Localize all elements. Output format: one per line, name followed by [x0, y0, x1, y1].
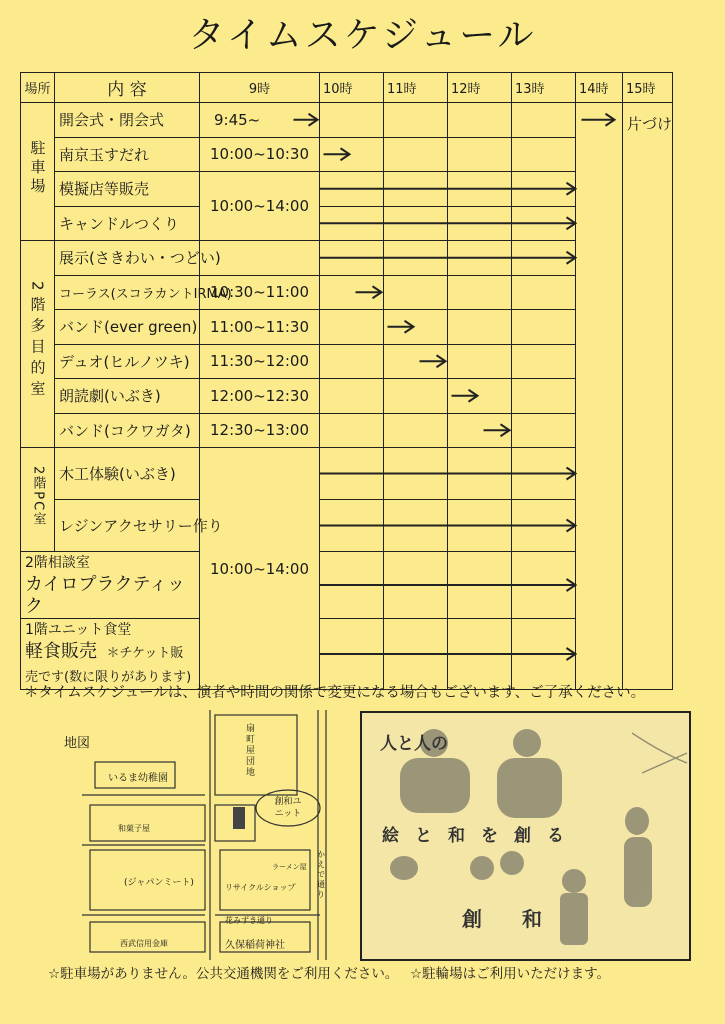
illustration-text-2: 絵と和を創る [382, 826, 580, 846]
cleanup-cell [623, 103, 673, 690]
table-row [21, 344, 673, 379]
table-row [21, 103, 673, 138]
event-name: 朗読劇(いぶき) [55, 379, 200, 414]
location-label: 2階相談室 [25, 555, 90, 571]
location-parking [21, 103, 55, 241]
access-map [20, 710, 340, 960]
illustration-text-3: 創和 [462, 907, 582, 931]
header-hour-11: 11時 [384, 73, 448, 103]
parking-note: ☆駐車場がありません。公共交通機関をご利用ください。 [48, 966, 399, 982]
location-label: 駐車場 [28, 140, 47, 197]
map-label-danchi: 扇町屋団地 [246, 724, 256, 778]
event-time: 10:00~14:00 [200, 448, 320, 690]
table-row [21, 172, 673, 207]
map-label-recycle: リサイクルショップ [225, 883, 296, 892]
header-row [21, 73, 673, 103]
event-name: カイロプラクティック [25, 574, 186, 617]
header-hour-14: 14時 [576, 73, 623, 103]
event-time: 11:30~12:00 [200, 344, 320, 379]
table-row [21, 137, 673, 172]
bicycle-note: ☆駐輪場はご利用いただけます。 [410, 966, 611, 982]
map-label-sweets: 和菓子屋 [118, 824, 150, 833]
event-time: 9:45~ [200, 103, 320, 138]
location-shokudo [21, 619, 200, 690]
event-name: レジンアクセサリー作り [55, 500, 200, 552]
event-name: 木工体験(いぶき) [55, 448, 200, 500]
header-content: 内 容 [55, 73, 200, 103]
table-row [21, 206, 673, 241]
event-name: バンド(ever green) [55, 310, 200, 345]
location-soudan-room [21, 552, 200, 619]
table-row [21, 241, 673, 276]
event-name: 展示(さきわい・つどい) [55, 241, 200, 276]
event-name: キャンドルつくり [55, 206, 200, 241]
table-row [21, 310, 673, 345]
event-time: 12:00~12:30 [200, 379, 320, 414]
location-floor2-multi [21, 241, 55, 448]
event-name: 南京玉すだれ [55, 137, 200, 172]
event-name: 軽食販売 [25, 641, 97, 662]
table-row [21, 448, 673, 500]
map-label-kaede: かえで通り [317, 850, 325, 899]
event-time: 10:00~14:00 [200, 172, 320, 241]
event-time: 10:30~11:00 [200, 275, 320, 310]
header-hour-10: 10時 [320, 73, 384, 103]
page-title: タイムスケジュール [188, 15, 537, 56]
map-label-ramen: ラーメン屋 [272, 863, 307, 871]
location-label: 1階ユニット食堂 [25, 622, 132, 638]
event-time: 12:30~13:00 [200, 413, 320, 448]
table-row [21, 275, 673, 310]
map-label-shrine: 久保稲荷神社 [225, 940, 285, 951]
cleanup-label: 片づけ [627, 115, 673, 133]
map-label-japan-meat: (ジャパンミート) [124, 878, 194, 888]
header-hour-12: 12時 [448, 73, 512, 103]
pencil-illustration [360, 711, 691, 961]
illustration-text-1: 人と人の [380, 734, 448, 754]
event-name: コーラス(スコラカントIRMA) [55, 275, 200, 310]
table-row [21, 619, 673, 690]
table-row [21, 552, 673, 619]
event-time: 10:00~10:30 [200, 137, 320, 172]
event-note: ＊チケット販売です(数に限りがあります) [25, 646, 192, 685]
map-heading: 地図 [64, 736, 91, 751]
map-label-kindergarten: いるま幼稚園 [108, 773, 168, 784]
map-label-bank: 西武信用金庫 [120, 939, 168, 948]
event-name: 模擬店等販売 [55, 172, 200, 207]
location-floor2-pc [21, 448, 55, 552]
event-name: バンド(コクワガタ) [55, 413, 200, 448]
schedule-table [20, 72, 673, 690]
event-name: デュオ(ヒルノツキ) [55, 344, 200, 379]
header-hour-13: 13時 [512, 73, 576, 103]
table-row [21, 500, 673, 552]
header-hour-9: 9時 [200, 73, 320, 103]
table-row [21, 413, 673, 448]
location-label: 2階PC室 [30, 465, 46, 528]
table-row [21, 379, 673, 414]
map-label-hanamizuki: 花みずき通り [225, 916, 273, 925]
header-location: 場所 [21, 73, 55, 103]
event-time: 11:00~11:30 [200, 310, 320, 345]
schedule-notice: ＊タイムスケジュールは、演者や時間の関係で変更になる場合もございます、ご了承ください。 [24, 685, 646, 701]
event-name: 開会式・閉会式 [55, 103, 200, 138]
header-hour-15: 15時 [623, 73, 673, 103]
map-label-souwa-unit: 創和ユニット [274, 797, 302, 819]
location-label: 2階多目的室 [28, 280, 47, 402]
